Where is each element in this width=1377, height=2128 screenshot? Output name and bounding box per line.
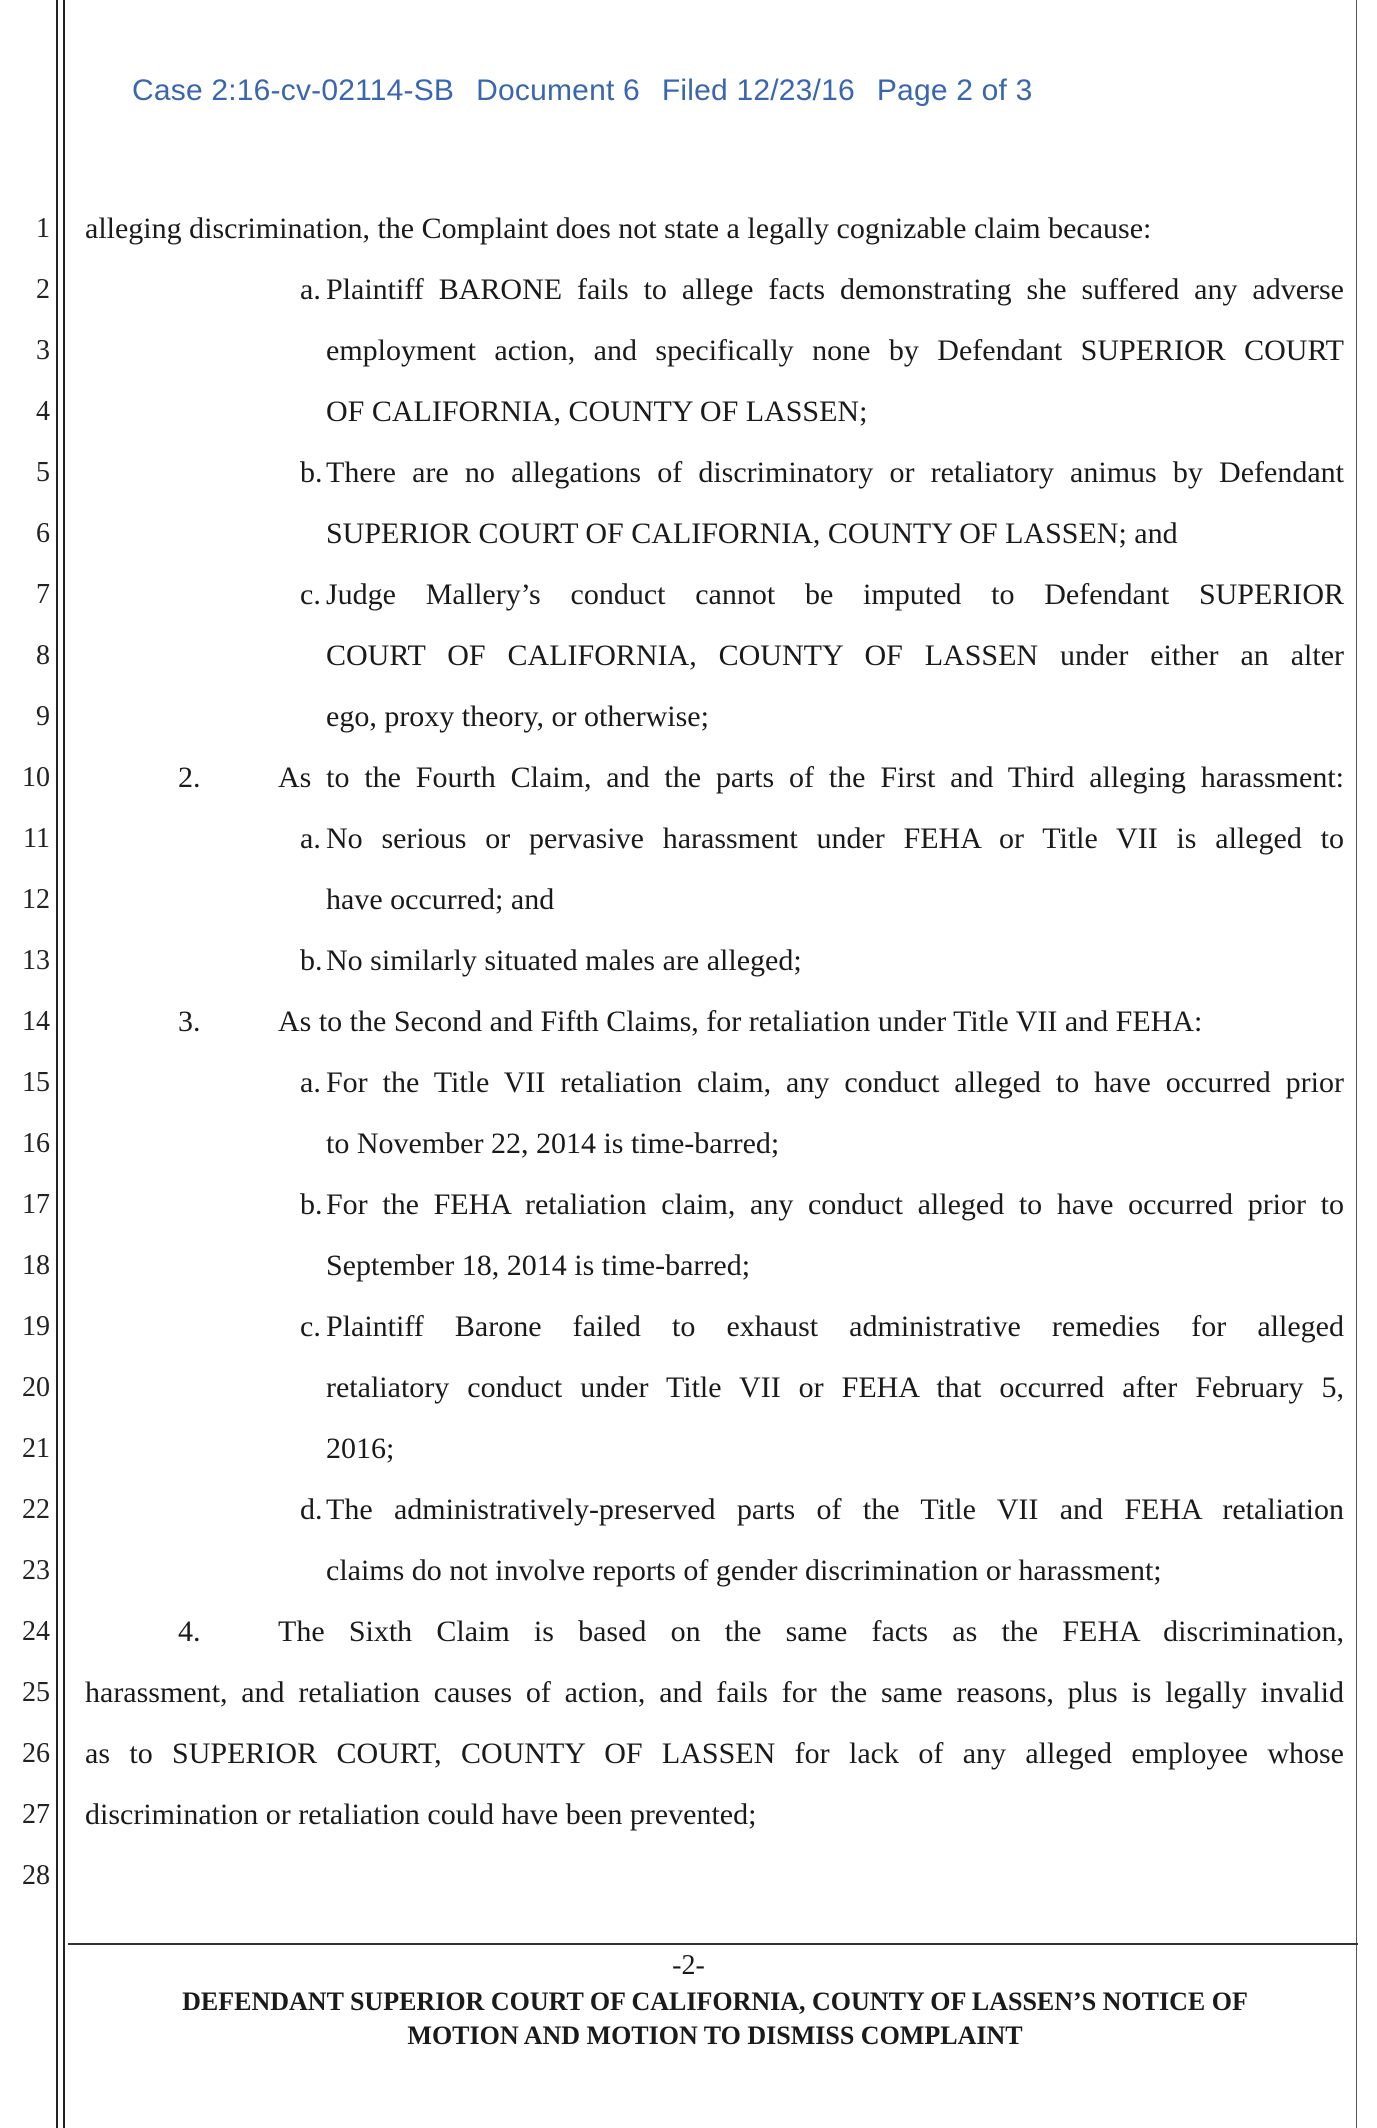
list-marker: 2. bbox=[178, 761, 201, 794]
line-number: 10 bbox=[22, 762, 50, 793]
text-line: COURT OF CALIFORNIA, COUNTY OF LASSEN under either an alter bbox=[326, 639, 1344, 672]
line-number: 26 bbox=[22, 1738, 50, 1769]
text-line: September 18, 2014 is time-barred; bbox=[326, 1249, 751, 1282]
text-line: There are no allegations of discriminatory or retaliatory animus by Defendant bbox=[326, 456, 1344, 489]
line-number: 5 bbox=[36, 457, 50, 488]
line-number: 23 bbox=[22, 1555, 50, 1586]
footer-title bbox=[100, 1985, 1330, 2053]
line-number: 13 bbox=[22, 945, 50, 976]
page-indicator: Page 2 of 3 bbox=[876, 74, 1033, 107]
text-line: harassment, and retaliation causes of action, and fails for the same reasons, plus is legally invalid bbox=[85, 1676, 1344, 1709]
line-number: 12 bbox=[22, 884, 50, 915]
list-marker: c. bbox=[300, 1310, 321, 1343]
list-marker: 3. bbox=[178, 1005, 201, 1038]
text-line: No serious or pervasive harassment under FEHA or Title VII is alleged to bbox=[326, 822, 1344, 855]
line-number: 21 bbox=[22, 1433, 50, 1464]
text-line: retaliatory conduct under Title VII or FEHA that occurred after February 5, bbox=[326, 1371, 1344, 1404]
text-line: to November 22, 2014 is time-barred; bbox=[326, 1127, 780, 1160]
text-line: ego, proxy theory, or otherwise; bbox=[326, 700, 709, 733]
line-number: 14 bbox=[22, 1006, 50, 1037]
text-line: discrimination or retaliation could have been prevented; bbox=[85, 1798, 757, 1831]
list-marker: b. bbox=[300, 456, 323, 489]
text-line: The Sixth Claim is based on the same facts as the FEHA discrimination, bbox=[278, 1615, 1344, 1648]
line-number: 4 bbox=[36, 396, 50, 427]
text-line: have occurred; and bbox=[326, 883, 555, 916]
line-number: 16 bbox=[22, 1128, 50, 1159]
left-margin-rule-inner bbox=[63, 0, 65, 2128]
text-line: employment action, and specifically none by Defendant SUPERIOR COURT bbox=[326, 334, 1344, 367]
left-margin-rule bbox=[56, 0, 58, 2128]
list-marker: b. bbox=[300, 1188, 323, 1221]
right-margin-rule bbox=[1356, 0, 1357, 2128]
line-number: 24 bbox=[22, 1616, 50, 1647]
list-marker: a. bbox=[300, 1066, 321, 1099]
line-number: 17 bbox=[22, 1189, 50, 1220]
text-line: No similarly situated males are alleged; bbox=[326, 944, 802, 977]
footer-title-line: DEFENDANT SUPERIOR COURT OF CALIFORNIA, COUNTY OF LASSEN’S NOTICE OF bbox=[182, 1987, 1248, 2016]
text-line: Plaintiff Barone failed to exhaust administrative remedies for alleged bbox=[326, 1310, 1344, 1343]
list-marker: 4. bbox=[178, 1615, 201, 1648]
text-line: OF CALIFORNIA, COUNTY OF LASSEN; bbox=[326, 395, 868, 428]
line-number: 19 bbox=[22, 1311, 50, 1342]
line-number: 9 bbox=[36, 701, 50, 732]
case-header bbox=[132, 74, 1055, 108]
line-number: 18 bbox=[22, 1250, 50, 1281]
line-number: 8 bbox=[36, 640, 50, 671]
footer-rule bbox=[68, 1943, 1358, 1945]
filed-date: Filed 12/23/16 bbox=[661, 74, 855, 107]
line-number: 20 bbox=[22, 1372, 50, 1403]
text-line: For the FEHA retaliation claim, any conduct alleged to have occurred prior to bbox=[326, 1188, 1344, 1221]
page-number: -2- bbox=[672, 1950, 705, 1981]
list-marker: a. bbox=[300, 822, 321, 855]
text-line: Judge Mallery’s conduct cannot be imputed to Defendant SUPERIOR bbox=[326, 578, 1344, 611]
line-number: 25 bbox=[22, 1677, 50, 1708]
list-marker: a. bbox=[300, 273, 321, 306]
case-number: Case 2:16-cv-02114-SB bbox=[132, 74, 455, 107]
line-number: 27 bbox=[22, 1799, 50, 1830]
document-number: Document 6 bbox=[476, 74, 640, 107]
text-line: The administratively-preserved parts of the Title VII and FEHA retaliation bbox=[326, 1493, 1344, 1526]
text-line: alleging discrimination, the Complaint does not state a legally cognizable claim because: bbox=[85, 212, 1152, 245]
line-number: 22 bbox=[22, 1494, 50, 1525]
text-line: as to SUPERIOR COURT, COUNTY OF LASSEN for lack of any alleged employee whose bbox=[85, 1737, 1344, 1770]
line-number: 28 bbox=[22, 1860, 50, 1891]
list-marker: c. bbox=[300, 578, 321, 611]
footer-title-line: MOTION AND MOTION TO DISMISS COMPLAINT bbox=[407, 2021, 1023, 2050]
line-number: 7 bbox=[36, 579, 50, 610]
text-line: Plaintiff BARONE fails to allege facts demonstrating she suffered any adverse bbox=[326, 273, 1344, 306]
line-number: 11 bbox=[23, 823, 50, 854]
line-number: 15 bbox=[22, 1067, 50, 1098]
text-line: 2016; bbox=[326, 1432, 395, 1465]
list-marker: b. bbox=[300, 944, 323, 977]
text-line: SUPERIOR COURT OF CALIFORNIA, COUNTY OF LASSEN; and bbox=[326, 517, 1178, 550]
text-line: As to the Second and Fifth Claims, for retaliation under Title VII and FEHA: bbox=[278, 1005, 1203, 1038]
text-line: For the Title VII retaliation claim, any conduct alleged to have occurred prior bbox=[326, 1066, 1344, 1099]
text-line: As to the Fourth Claim, and the parts of the First and Third alleging harassment: bbox=[278, 761, 1344, 794]
text-line: claims do not involve reports of gender discrimination or harassment; bbox=[326, 1554, 1162, 1587]
line-number: 1 bbox=[36, 213, 50, 244]
line-number: 3 bbox=[36, 335, 50, 366]
list-marker: d. bbox=[300, 1493, 323, 1526]
line-number: 2 bbox=[36, 274, 50, 305]
line-number: 6 bbox=[36, 518, 50, 549]
